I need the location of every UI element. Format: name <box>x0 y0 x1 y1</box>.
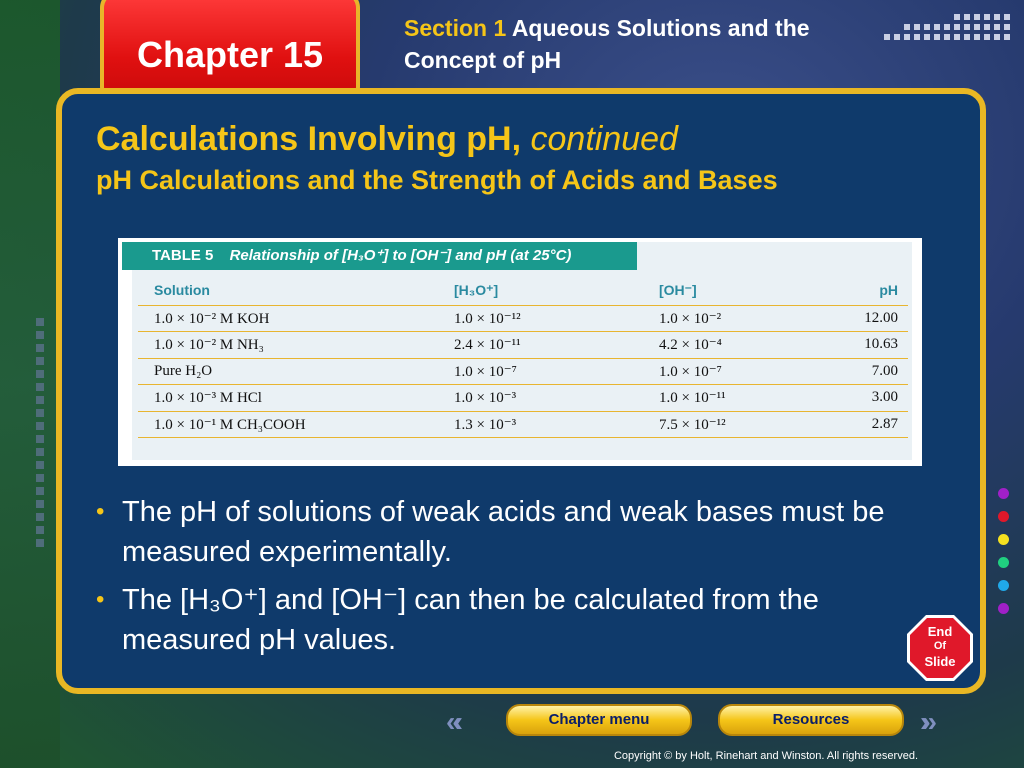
table-row <box>138 411 908 438</box>
cell-h3o: 1.0 × 10⁻³ <box>438 385 643 412</box>
header-ph: pH <box>828 276 908 305</box>
end-of-slide-button[interactable] <box>906 614 974 682</box>
resources-button[interactable]: Resources <box>718 704 904 736</box>
table-row <box>138 332 908 359</box>
end-label-line3: Slide <box>924 654 956 669</box>
chapter-menu-button[interactable]: Chapter menu <box>506 704 692 736</box>
section-number: Section 1 <box>404 15 507 41</box>
chevron-right-icon: ›» <box>920 706 929 737</box>
chapter-label: Chapter 15 <box>136 34 324 75</box>
chevron-left-icon: «‹ <box>446 706 455 737</box>
cell-ph: 3.00 <box>828 385 908 412</box>
header-solution: Solution <box>138 276 438 305</box>
cell-solution: 1.0 × 10⁻² M KOH <box>138 305 438 332</box>
table-header-row <box>138 276 908 305</box>
slide-heading <box>96 120 976 196</box>
table-row <box>138 358 908 385</box>
section-name: Aqueous Solutions and the Concept of pH <box>404 15 810 73</box>
slide-title-suffix: continued <box>530 120 678 158</box>
end-of-slide-label <box>906 624 974 669</box>
bullet-item: • The pH of solutions of weak acids and weak bases must be measured experimentally. <box>96 492 946 572</box>
cell-h3o: 1.3 × 10⁻³ <box>438 411 643 438</box>
cell-solution: 1.0 × 10⁻³ M HCl <box>138 385 438 412</box>
cell-solution: 1.0 × 10⁻¹ M CH₃COOH <box>138 411 438 438</box>
cell-ph: 12.00 <box>828 305 908 332</box>
header-h3o: [H₃O⁺] <box>438 276 643 305</box>
end-label-line2: Of <box>933 640 947 652</box>
cell-oh: 1.0 × 10⁻² <box>643 305 828 332</box>
slide-title <box>96 120 976 159</box>
end-label-line1: End <box>927 624 953 639</box>
cell-oh: 1.0 × 10⁻¹¹ <box>643 385 828 412</box>
cell-ph: 10.63 <box>828 332 908 359</box>
table-caption <box>122 242 637 270</box>
bullet-list <box>96 492 946 668</box>
copyright-text: Copyright © by Holt, Rinehart and Winston. All rights reserved. <box>613 750 918 762</box>
cell-h3o: 1.0 × 10⁻⁷ <box>438 358 643 385</box>
bullet-item: • The [H₃O⁺] and [OH⁻] can then be calculated from the measured pH values. <box>96 580 946 660</box>
cell-oh: 1.0 × 10⁻⁷ <box>643 358 828 385</box>
cell-h3o: 1.0 × 10⁻¹² <box>438 305 643 332</box>
cell-solution: Pure H₂O <box>138 358 438 385</box>
table-figure <box>118 238 922 466</box>
header-oh: [OH⁻] <box>643 276 828 305</box>
section-title <box>404 12 884 76</box>
cell-solution: 1.0 × 10⁻² M NH₃ <box>138 332 438 359</box>
table-number: TABLE 5 <box>152 247 214 264</box>
cell-ph: 2.87 <box>828 411 908 438</box>
decorative-dots-top-right <box>884 14 1010 44</box>
cell-oh: 7.5 × 10⁻¹² <box>643 411 828 438</box>
background-left-band <box>0 0 60 768</box>
cell-oh: 4.2 × 10⁻⁴ <box>643 332 828 359</box>
slide-subtitle: pH Calculations and the Strength of Acids and Bases <box>96 165 778 195</box>
ph-table <box>138 276 908 438</box>
cell-h3o: 2.4 × 10⁻¹¹ <box>438 332 643 359</box>
decorative-dots-right <box>998 488 1009 626</box>
decorative-dots-left <box>36 318 44 552</box>
table-row <box>138 385 908 412</box>
slide-title-text: Calculations Involving pH, <box>96 120 522 158</box>
table-description: Relationship of [H₃O⁺] to [OH⁻] and pH (at 25°C) <box>229 247 572 264</box>
cell-ph: 7.00 <box>828 358 908 385</box>
table-row <box>138 305 908 332</box>
